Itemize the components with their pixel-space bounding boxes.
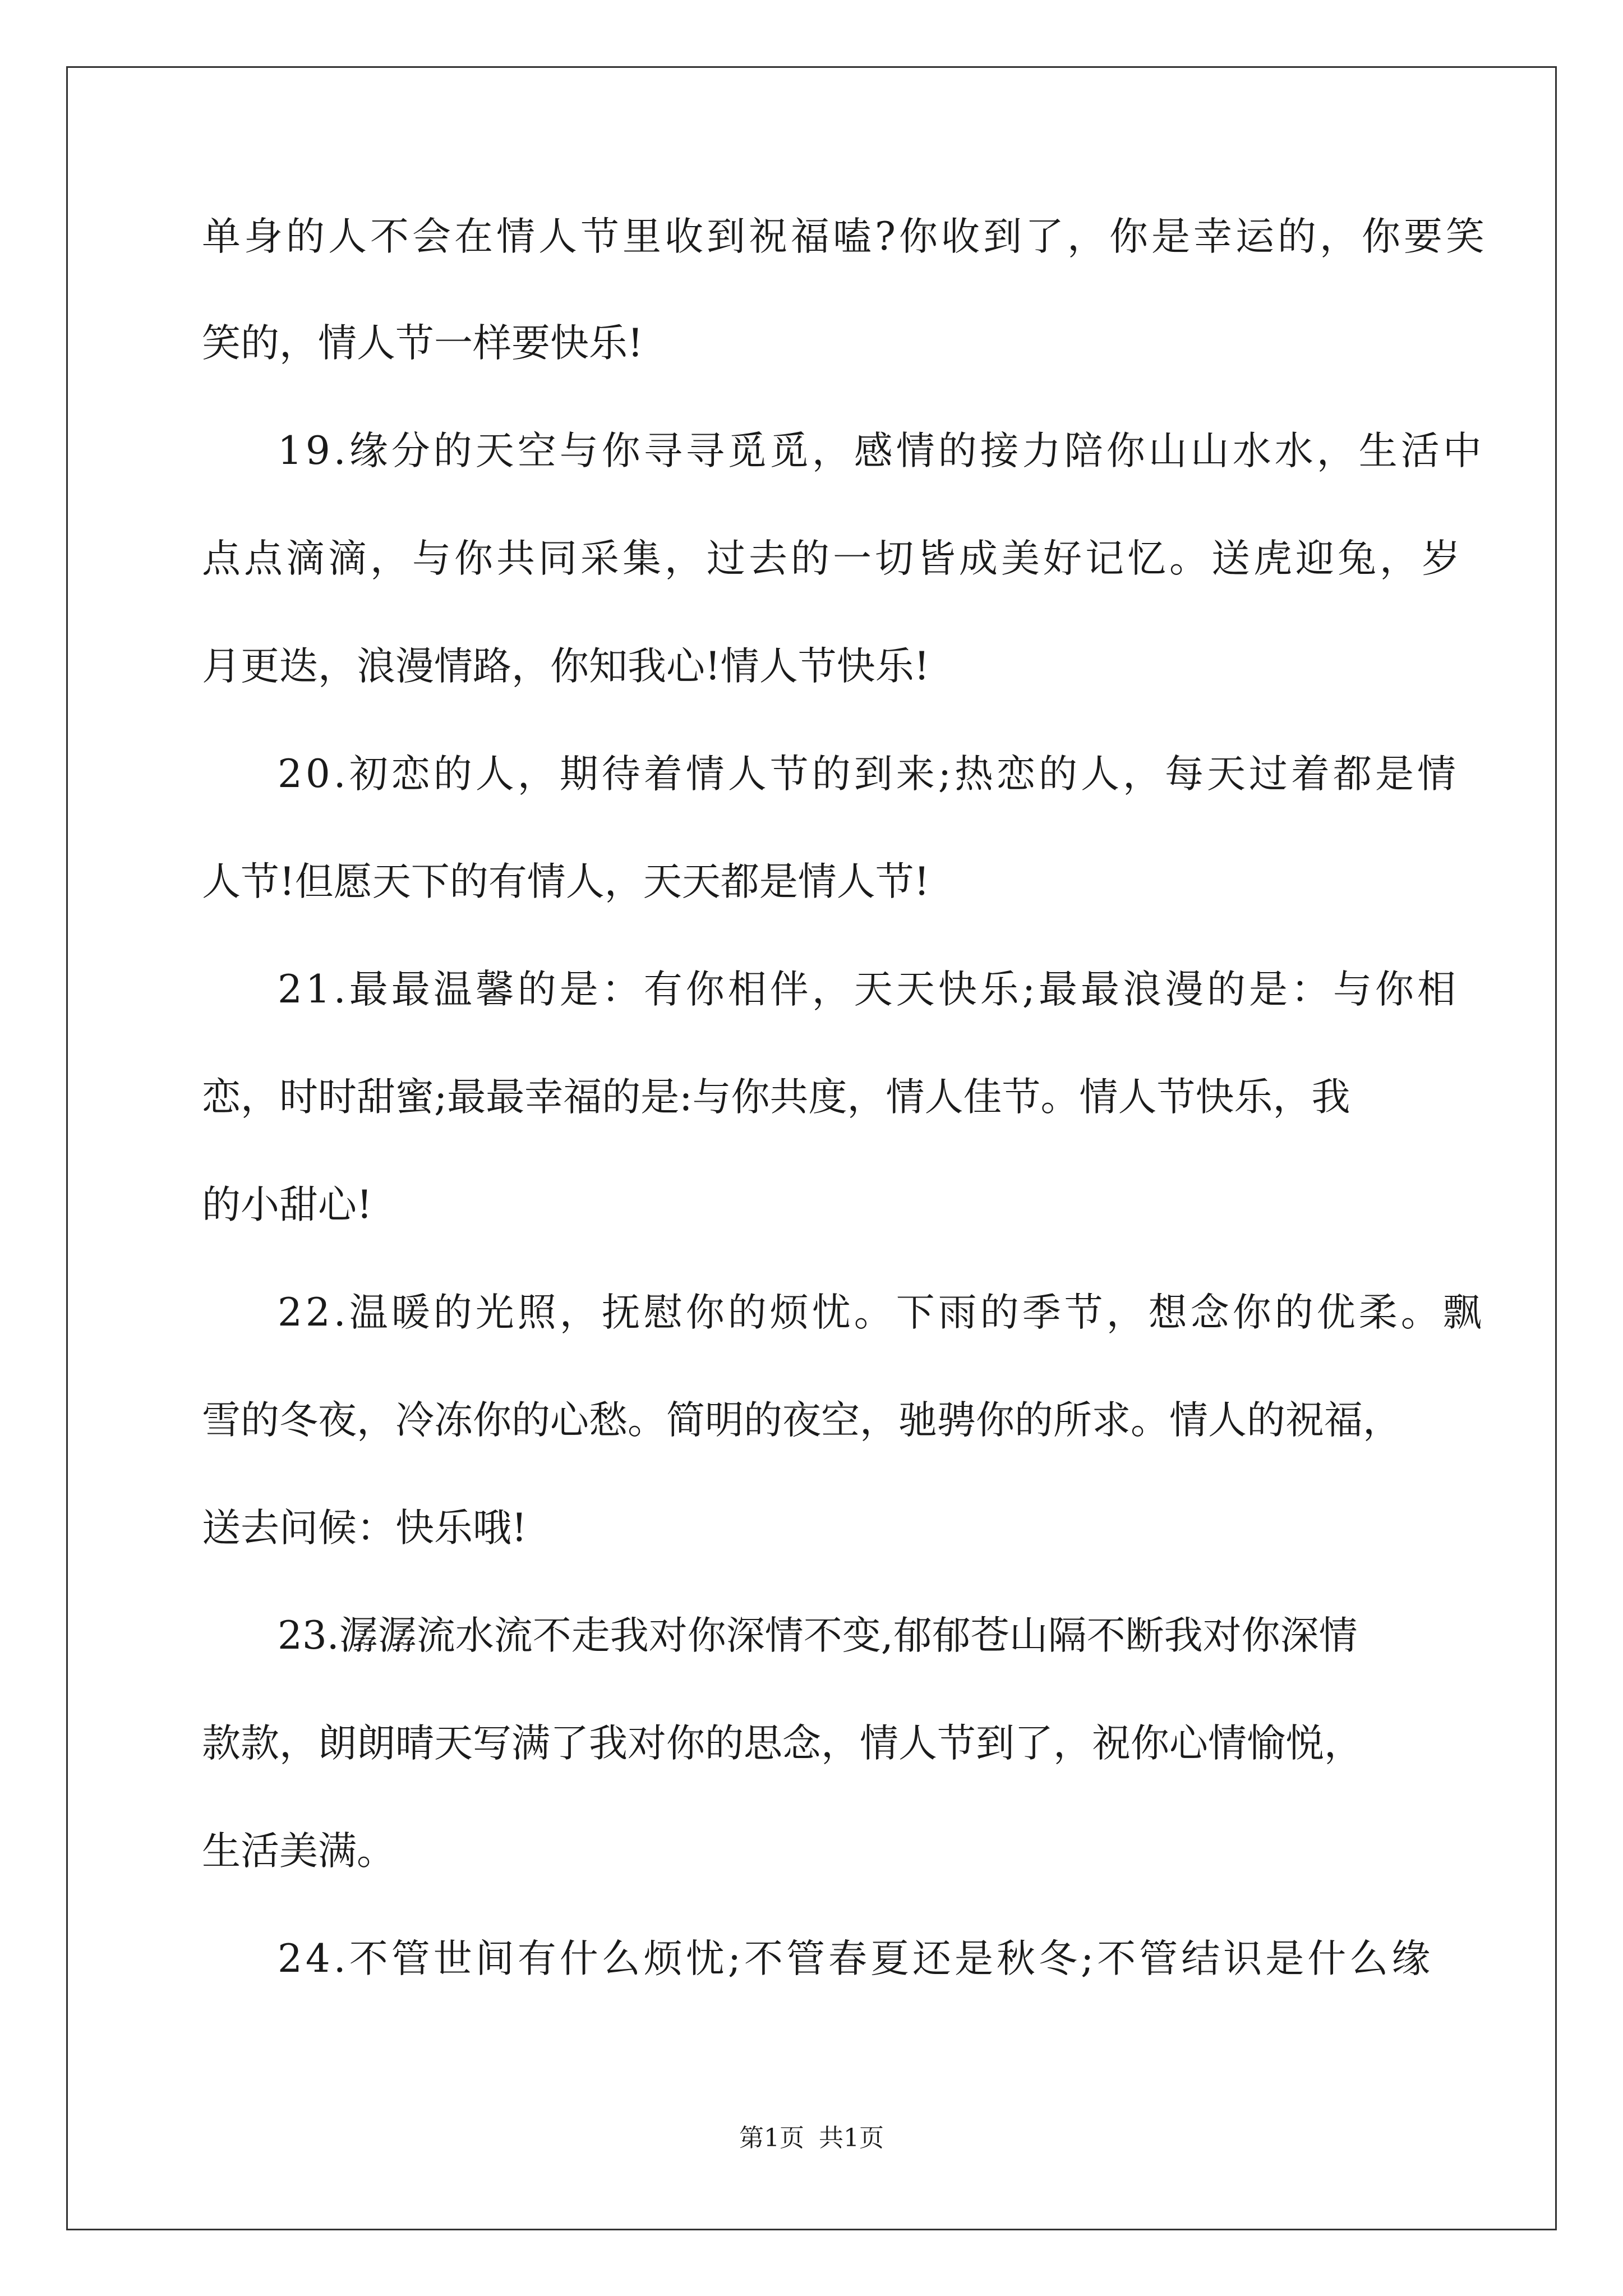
text-line: 月更迭，浪漫情路，你知我心!情人节快乐! [202, 644, 930, 689]
text-line: 款款，朗朗晴天写满了我对你的思念，情人节到了，祝你心情愉悦， [202, 1721, 1363, 1766]
text-line: 点点滴滴，与你共同采集，过去的一切皆成美好记忆。送虎迎兔，岁 [202, 536, 1464, 581]
page-border [66, 66, 1557, 2230]
text-line: 送去问候：快乐哦! [202, 1506, 527, 1550]
text-line: 19.缘分的天空与你寻寻觅觅，感情的接力陪你山山水水，生活中 [278, 429, 1485, 473]
page-total: 共1页 [819, 2124, 884, 2152]
text-line: 笑的，情人节一样要快乐! [202, 321, 643, 366]
text-line: 22.温暖的光照，抚慰你的烦忧。下雨的季节，想念你的优柔。飘 [278, 1290, 1485, 1335]
text-line: 雪的冬夜，冷冻你的心愁。简明的夜空，驰骋你的所求。情人的祝福， [202, 1398, 1401, 1443]
page-footer [0, 2122, 1623, 2155]
text-line: 20.初恋的人，期待着情人节的到来;热恋的人，每天过着都是情 [278, 752, 1459, 797]
text-line: 24.不管世间有什么烦忧;不管春夏还是秋冬;不管结识是什么缘 [278, 1936, 1434, 1981]
text-line: 生活美满。 [202, 1829, 395, 1874]
text-line: 的小甜心! [202, 1182, 372, 1227]
text-line: 23.潺潺流水流不走我对你深情不变,郁郁苍山隔不断我对你深情 [278, 1613, 1358, 1658]
page-number: 第1页 [739, 2124, 804, 2152]
text-line: 恋，时时甜蜜;最最幸福的是:与你共度，情人佳节。情人节快乐，我 [202, 1075, 1350, 1120]
text-line: 单身的人不会在情人节里收到祝福嗑?你收到了，你是幸运的，你要笑 [202, 214, 1488, 259]
text-line: 人节!但愿天下的有情人，天天都是情人节! [202, 859, 930, 904]
text-line: 21.最最温馨的是：有你相伴，天天快乐;最最浪漫的是：与你相 [278, 967, 1459, 1012]
